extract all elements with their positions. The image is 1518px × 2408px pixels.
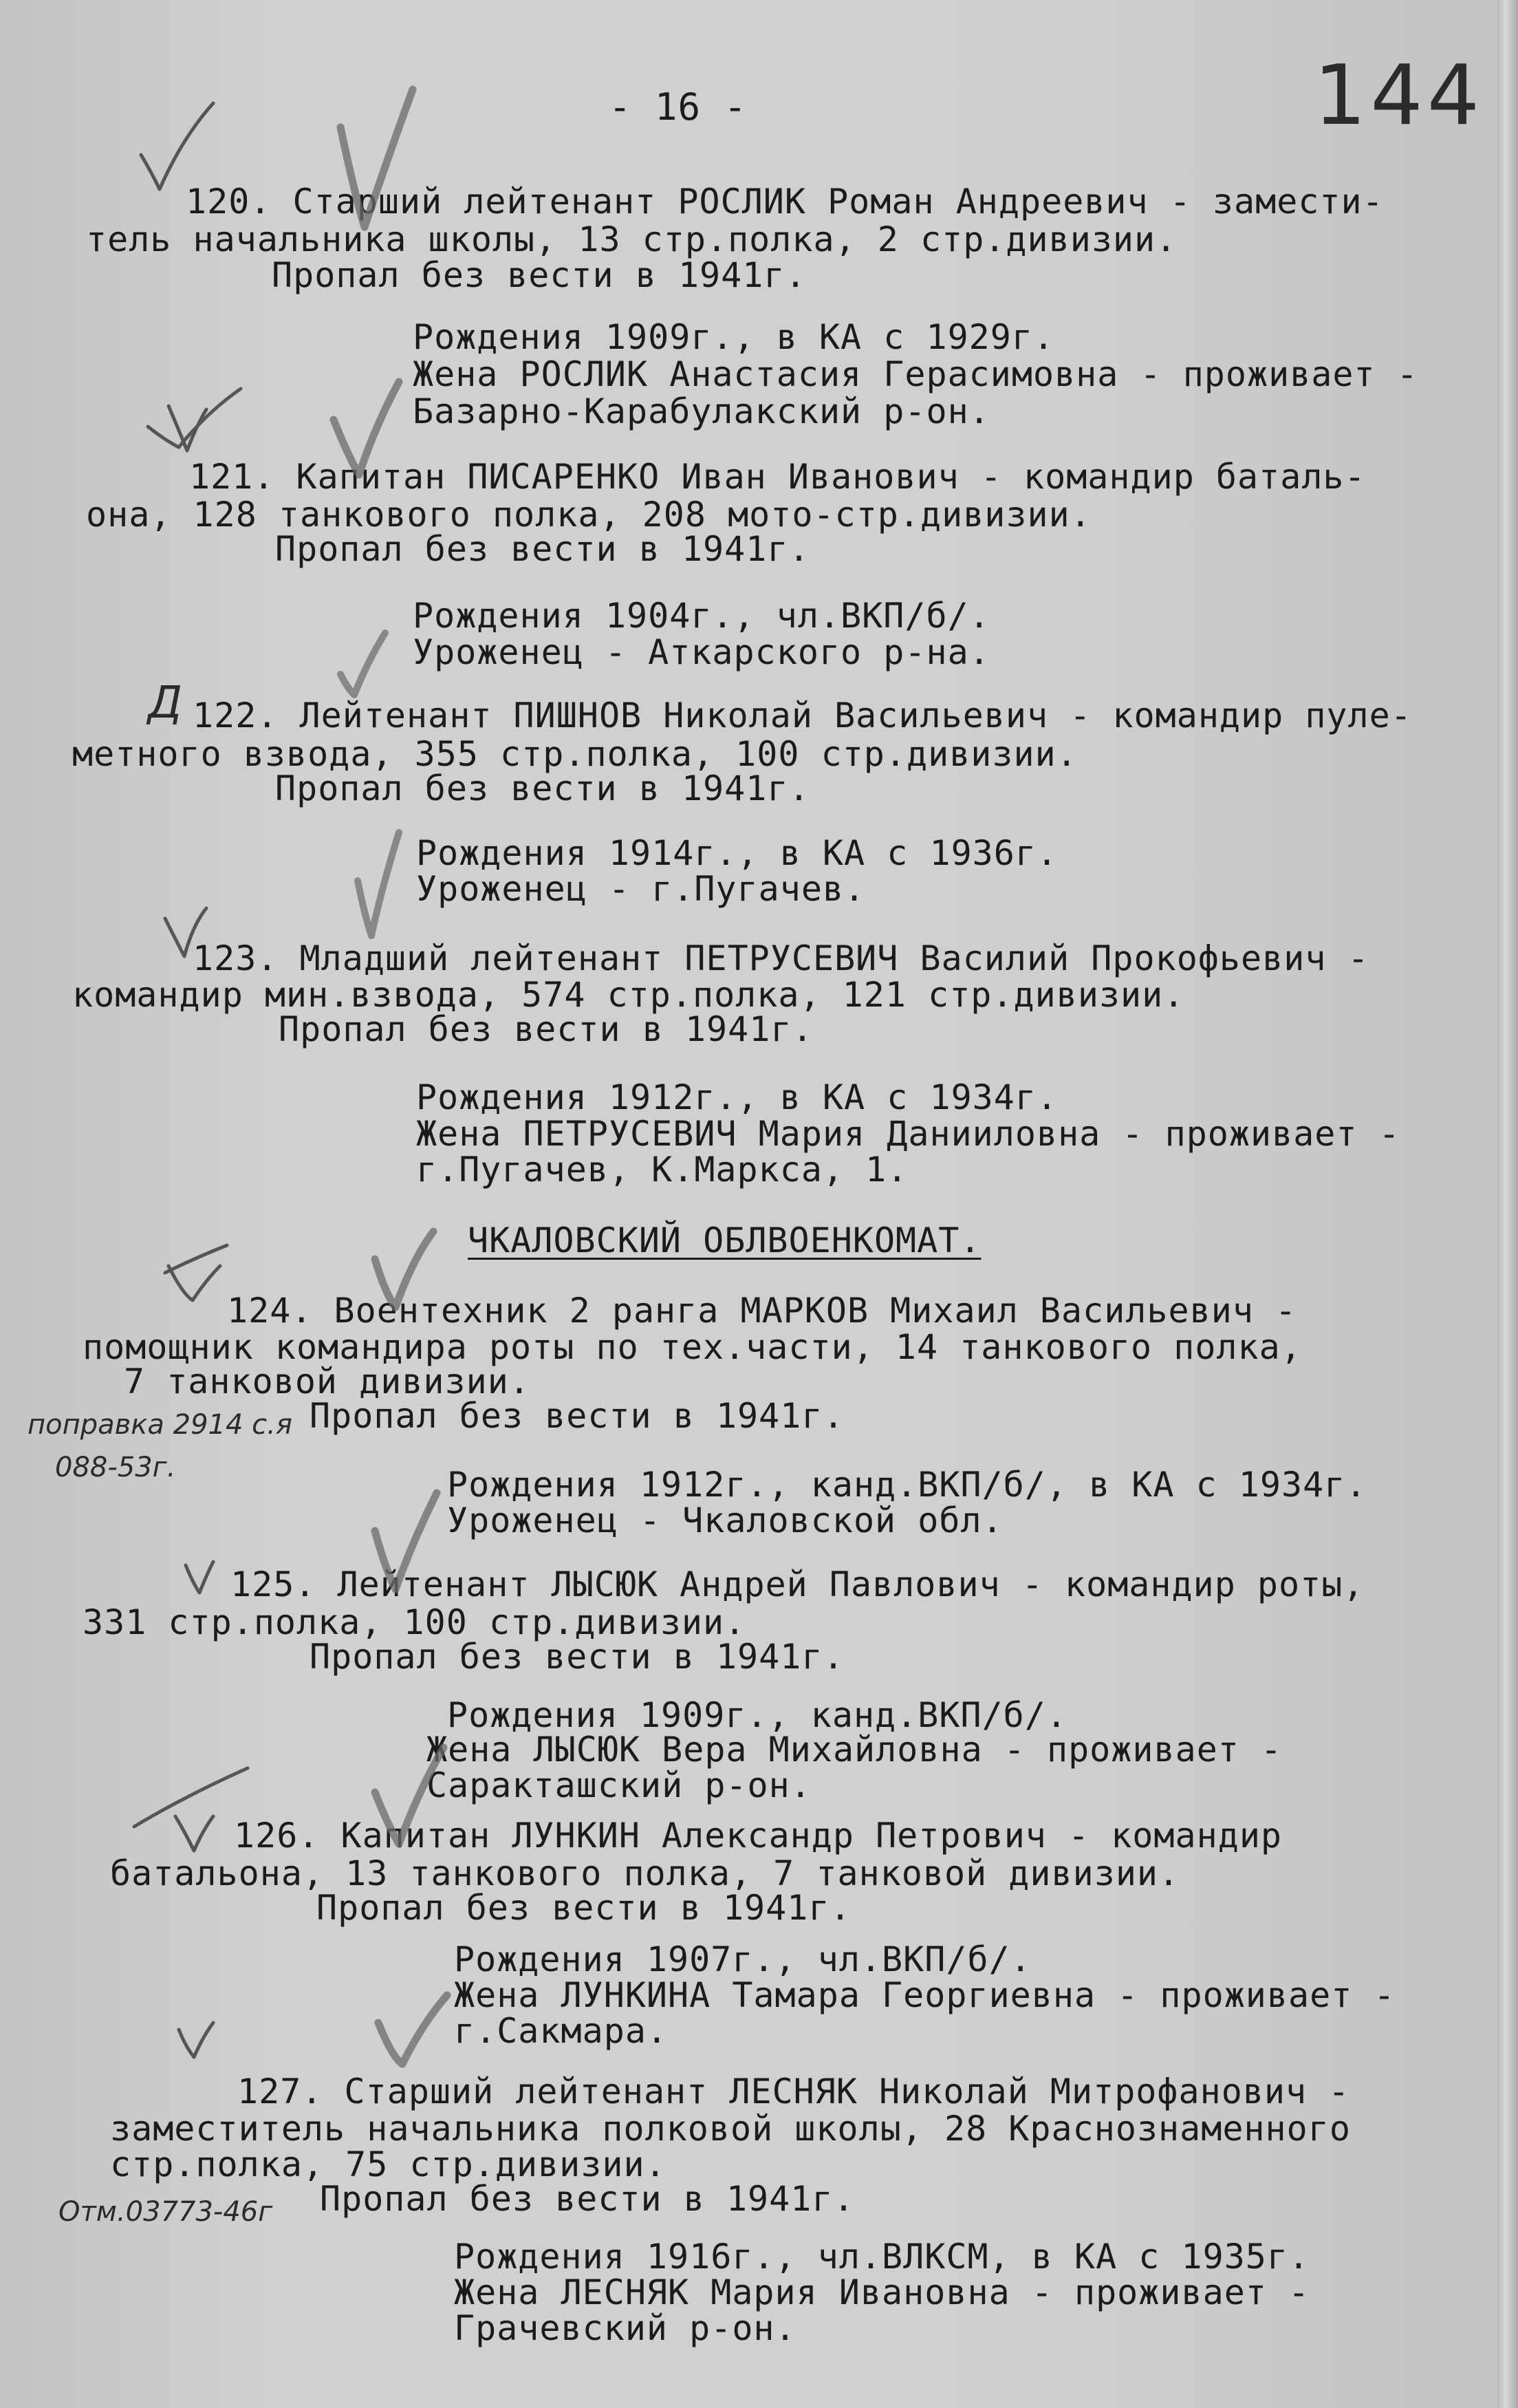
entry-127-status: Пропал без вести в 1941г. xyxy=(320,2179,855,2219)
entry-123-detail-2: Жена ПЕТРУСЕВИЧ Мария Данииловна - проживает - xyxy=(416,1114,1400,1154)
entry-127-detail-3: Грачевский р-он. xyxy=(454,2308,796,2348)
entry-124-detail-2: Уроженец - Чкаловской обл. xyxy=(447,1501,1004,1540)
entry-122-detail-2: Уроженец - г.Пугачев. xyxy=(416,869,866,909)
checkmark-icon xyxy=(179,2023,213,2057)
entry-127-line-3: стр.полка, 75 стр.дивизии. xyxy=(110,2144,666,2184)
entry-125-status: Пропал без вести в 1941г. xyxy=(310,1637,845,1677)
checkmark-icon xyxy=(141,103,213,189)
checkmark-icon xyxy=(169,1266,220,1300)
section-heading: ЧКАЛОВСКИЙ ОБЛВОЕНКОМАТ. xyxy=(468,1221,982,1260)
entry-125-detail-2: Жена ЛЫСЮК Вера Михайловна - проживает - xyxy=(426,1730,1283,1770)
entry-125-detail-1: Рождения 1909г., канд.ВКП/б/. xyxy=(447,1695,1067,1735)
entry-120-detail-3: Базарно-Карабулакский р-он. xyxy=(413,391,990,431)
archive-page-number: 144 xyxy=(1314,48,1484,144)
entry-124-line-3: 7 танковой дивизии. xyxy=(124,1362,530,1401)
entry-127-line-1: 127. Старший лейтенант ЛЕСНЯК Николай Митрофанович - xyxy=(237,2072,1350,2111)
margin-note-124-b: 088-53г. xyxy=(55,1452,176,1483)
checkmark-icon xyxy=(148,389,241,447)
entry-126-detail-2: Жена ЛУНКИНА Тамара Георгиевна - проживает - xyxy=(454,1975,1396,2015)
entry-124-status: Пропал без вести в 1941г. xyxy=(310,1396,845,1436)
entry-121-detail-2: Уроженец - Аткарского р-на. xyxy=(413,632,990,672)
entry-126-detail-3: г.Сакмара. xyxy=(454,2011,669,2051)
checkmark-icon xyxy=(340,633,385,695)
entry-124-line-2: помощник командира роты по тех.части, 14 танкового полка, xyxy=(83,1327,1302,1367)
margin-note-127: Отм.03773-46г xyxy=(58,2196,273,2228)
checkmark-icon xyxy=(334,382,399,475)
entry-123-line-2: командир мин.взвода, 574 стр.полка, 121 стр.дивизии. xyxy=(72,975,1185,1015)
checkmark-icon xyxy=(375,1748,444,1844)
entry-121-line-1: 121. Капитан ПИСАРЕНКО Иван Иванович - командир баталь- xyxy=(189,457,1366,497)
entry-122-line-2: метного взвода, 355 стр.полка, 100 стр.дивизии. xyxy=(72,734,1078,774)
checkmark-icon xyxy=(175,1816,213,1851)
entry-125-line-2: 331 стр.полка, 100 стр.дивизии. xyxy=(83,1602,746,1642)
entry-120-detail-1: Рождения 1909г., в КА с 1929г. xyxy=(413,317,1055,357)
checkmark-icon xyxy=(375,1493,437,1589)
entry-122-line-1: 122. Лейтенант ПИШНОВ Николай Васильевич - командир пуле- xyxy=(193,696,1412,735)
entry-126-line-1: 126. Капитан ЛУНКИН Александр Петрович - командир xyxy=(234,1816,1283,1856)
entry-124-detail-1: Рождения 1912г., канд.ВКП/б/, в КА с 1934г. xyxy=(447,1465,1367,1505)
entry-123-status: Пропал без вести в 1941г. xyxy=(279,1009,814,1049)
margin-note-124-a: поправка 2914 с.я xyxy=(28,1409,292,1441)
checkmark-icon xyxy=(378,1995,447,2064)
entry-120-line-1: 120. Старший лейтенант РОСЛИК Роман Андреевич - замести- xyxy=(186,182,1384,222)
entry-120-detail-2: Жена РОСЛИК Анастасия Герасимовна - проживает - xyxy=(413,354,1418,394)
entry-123-detail-1: Рождения 1912г., в КА с 1934г. xyxy=(416,1077,1059,1117)
page-number: - 16 - xyxy=(609,85,748,129)
entry-120-line-2: тель начальника школы, 13 стр.полка, 2 стр.дивизии. xyxy=(86,219,1178,259)
entry-124-line-1: 124. Воентехник 2 ранга МАРКОВ Михаил Васильевич - xyxy=(227,1291,1297,1331)
entry-121-detail-1: Рождения 1904г., чл.ВКП/б/. xyxy=(413,596,990,636)
entry-121-line-2: она, 128 танкового полка, 208 мото-стр.дивизии. xyxy=(86,495,1092,535)
entry-126-detail-1: Рождения 1907г., чл.ВКП/б/. xyxy=(454,1939,1032,1979)
checkmark-icon xyxy=(186,1562,213,1593)
entry-120-status: Пропал без вести в 1941г. xyxy=(272,255,807,295)
entry-121-status: Пропал без вести в 1941г. xyxy=(275,529,810,569)
entry-125-detail-3: Саракташский р-он. xyxy=(426,1765,812,1805)
checkmark-icon xyxy=(375,1232,433,1307)
entry-123-detail-3: г.Пугачев, К.Маркса, 1. xyxy=(416,1150,909,1190)
entry-122-detail-1: Рождения 1914г., в КА с 1936г. xyxy=(416,833,1059,873)
entry-126-status: Пропал без вести в 1941г. xyxy=(316,1888,852,1928)
entry-125-line-1: 125. Лейтенант ЛЫСЮК Андрей Павлович - командир роты, xyxy=(230,1565,1365,1604)
entry-127-detail-2: Жена ЛЕСНЯК Мария Ивановна - проживает - xyxy=(454,2272,1310,2312)
entry-122-status: Пропал без вести в 1941г. xyxy=(275,768,810,808)
entry-126-line-2: батальона, 13 танкового полка, 7 танковой дивизии. xyxy=(110,1853,1180,1893)
entry-127-detail-1: Рождения 1916г., чл.ВЛКСМ, в КА с 1935г. xyxy=(454,2237,1310,2277)
checkmark-icon xyxy=(358,832,399,936)
margin-mark-122: Д xyxy=(148,678,182,729)
checkmark-icon xyxy=(165,908,206,956)
entry-123-line-1: 123. Младший лейтенант ПЕТРУСЕВИЧ Василий Прокофьевич - xyxy=(193,938,1369,978)
checkmark-icon xyxy=(134,1768,248,1827)
entry-127-line-2: заместитель начальника полковой школы, 28 Краснознаменного xyxy=(110,2109,1351,2149)
checkmark-icon xyxy=(340,89,413,227)
